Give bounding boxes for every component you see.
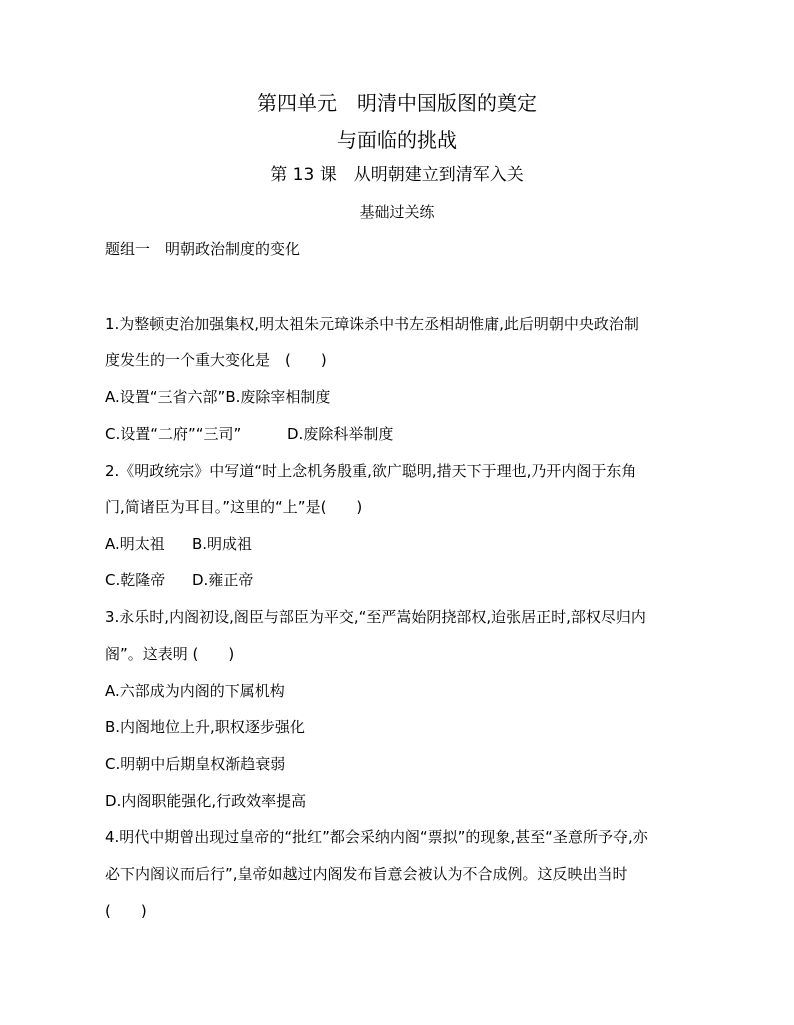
q1-options-line1: [105, 390, 330, 405]
q1-option-a: A.设置“三省六部”: [105, 388, 226, 406]
q2-stem-line1: 2.《明政统宗》中写道“时上念机务殷重,欲广聪明,措天下于理也,乃开内阁于东角: [105, 462, 637, 480]
lesson-title: 第 13 课 从明朝建立到清军入关: [270, 165, 524, 185]
q1-stem-line2: 度发生的一个重大变化是 ( ): [105, 351, 327, 369]
q4-stem-line3: ( ): [105, 902, 147, 920]
q4-stem-line1: 4.明代中期曾出现过皇帝的“批红”都会采纳内阁“票拟”的现象,甚至“圣意所予夺,亦: [105, 828, 648, 846]
group-heading: 题组一 明朝政治制度的变化: [105, 240, 301, 258]
q1-option-b: B.废除宰相制度: [225, 388, 331, 406]
q1-options-line2: [105, 427, 393, 442]
q2-options-line1: [105, 537, 252, 552]
section-title: 基础过关练: [359, 203, 435, 221]
q3-option-a: A.六部成为内阁的下属机构: [105, 682, 285, 700]
q3-stem-line1: 3.永乐时,内阁初设,阁臣与部臣为平交,“至严嵩始阴挠部权,迨张居正时,部权尽归内: [105, 608, 646, 626]
q3-option-d: D.内阁职能强化,行政效率提高: [105, 792, 307, 810]
q2-options-line2: [105, 573, 253, 588]
q3-stem-line2: 阁”。这表明 ( ): [105, 645, 235, 663]
q2-option-d: D.雍正帝: [192, 571, 254, 589]
q2-option-b: B.明成祖: [192, 535, 253, 553]
unit-title-line2: 与面临的挑战: [337, 128, 457, 152]
q3-option-c: C.明朝中后期皇权渐趋衰弱: [105, 755, 286, 773]
q3-option-b: B.内阁地位上升,职权逐步强化: [105, 718, 305, 736]
q4-stem-line2: 必下内阁议而后行”,皇帝如越过内阁发布旨意会被认为不合成例。这反映出当时: [105, 865, 628, 883]
q2-stem-line2: 门,简诸臣为耳目。”这里的“上”是( ): [105, 498, 363, 516]
q1-option-c: C.设置“二府”“三司”: [105, 425, 242, 443]
q1-option-d: D.废除科举制度: [287, 425, 394, 443]
q2-option-a: A.明太祖: [105, 535, 165, 553]
q1-stem-line1: 1.为整顿吏治加强集权,明太祖朱元璋诛杀中书左丞相胡惟庸,此后明朝中央政治制: [105, 315, 639, 333]
unit-title-line1: 第四单元 明清中国版图的奠定: [257, 91, 537, 115]
q2-option-c: C.乾隆帝: [105, 571, 166, 589]
